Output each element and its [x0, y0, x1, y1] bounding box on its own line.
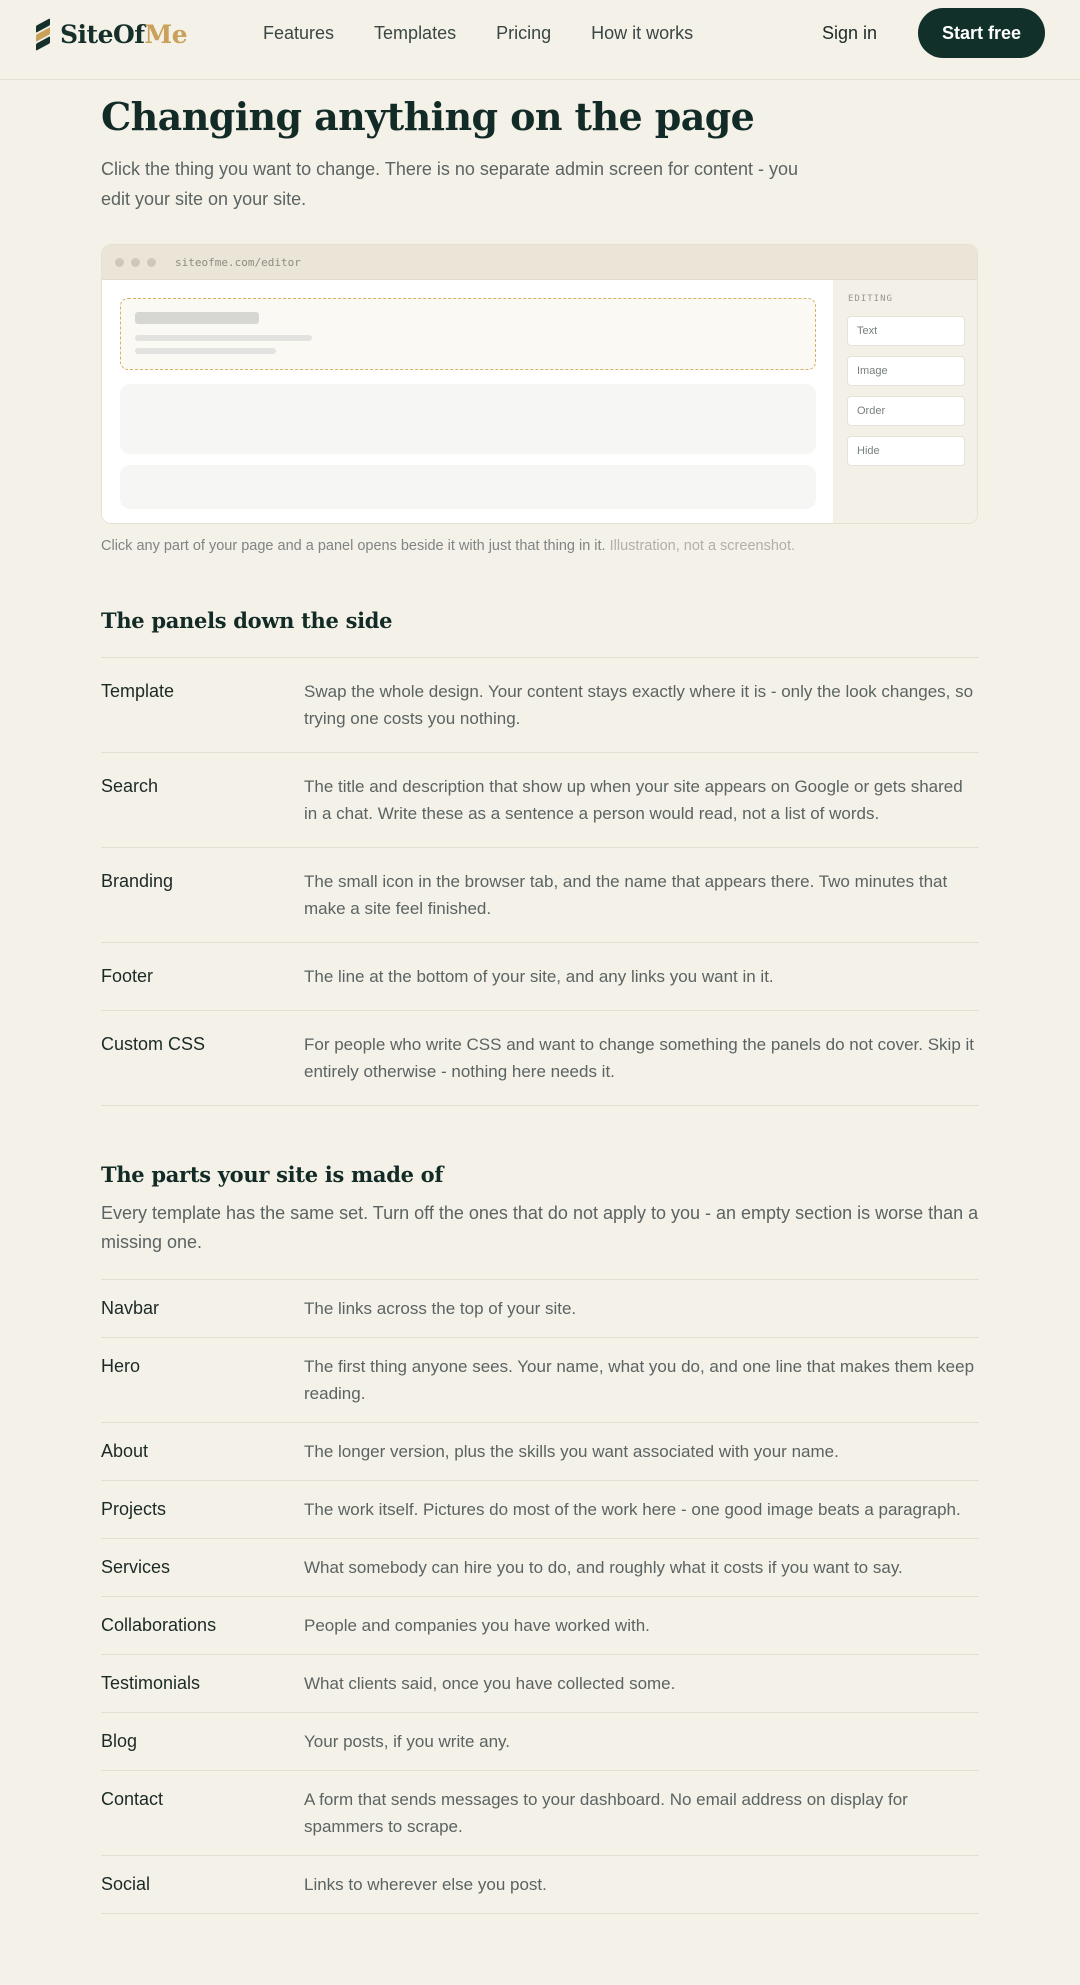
parts-lede: Every template has the same set. Turn off the ones that do not apply to you - an empty section is worse than a missing one.: [101, 1203, 979, 1252]
panel-title: EDITING: [848, 294, 893, 304]
placeholder-heading: [135, 312, 259, 324]
list-item: [101, 1655, 979, 1713]
item-term: Collaborations: [101, 1615, 217, 1635]
mock-browser-bar: [102, 245, 977, 280]
item-term: Blog: [101, 1731, 138, 1751]
panels-list: [101, 657, 979, 1106]
list-item: [101, 1539, 979, 1597]
nav-pricing[interactable]: Pricing: [496, 23, 552, 43]
list-item: [101, 753, 979, 848]
item-term: Social: [101, 1874, 151, 1894]
editor-illustration: [101, 244, 978, 524]
list-item: [101, 848, 979, 943]
item-description: The work itself. Pictures do most of the work here - one good image beats a paragraph.: [304, 1500, 961, 1519]
item-description: A form that sends messages to your dashboard. No email address on display for spammers to scrape.: [304, 1790, 908, 1836]
item-description: The small icon in the browser tab, and the name that appears there. Two minutes that make a site feel finished.: [304, 872, 948, 918]
sign-in-link[interactable]: Sign in: [822, 23, 878, 43]
list-item: [101, 943, 979, 1011]
illustration-caption: Click any part of your page and a panel opens beside it with just that thing in it. Illustration, not a screenshot.: [101, 538, 796, 554]
mock-selected-block: [120, 298, 816, 370]
item-term: Search: [101, 776, 159, 796]
item-term: Contact: [101, 1789, 164, 1809]
item-description: For people who write CSS and want to change something the panels do not cover. Skip it entirely otherwise - nothing here needs it.: [304, 1035, 975, 1081]
list-item: [101, 658, 979, 753]
panel-option-order: Order: [847, 396, 965, 426]
list-item: [101, 1280, 979, 1338]
item-description: The longer version, plus the skills you want associated with your name.: [304, 1442, 839, 1461]
logo-mark-icon: [34, 19, 52, 49]
brand-name: SiteOfMe: [60, 19, 188, 49]
mock-url: siteofme.com/editor: [175, 255, 301, 269]
list-item: [101, 1713, 979, 1771]
window-dot-icon: [147, 258, 156, 267]
item-description: The line at the bottom of your site, and any links you want in it.: [304, 967, 774, 986]
item-description: The first thing anyone sees. Your name, what you do, and one line that makes them keep reading.: [304, 1357, 975, 1403]
item-term: Footer: [101, 966, 154, 986]
nav-how-it-works[interactable]: How it works: [591, 23, 694, 43]
parts-section-title: The parts your site is made of: [101, 1162, 444, 1187]
list-item: [101, 1011, 979, 1106]
window-dot-icon: [115, 258, 124, 267]
item-description: What somebody can hire you to do, and roughly what it costs if you want to say.: [304, 1558, 903, 1577]
parts-list: [101, 1279, 979, 1914]
list-item: [101, 1771, 979, 1856]
panels-section-title: The panels down the side: [101, 608, 393, 633]
item-term: About: [101, 1441, 149, 1461]
list-item: [101, 1423, 979, 1481]
item-term: Projects: [101, 1499, 167, 1519]
placeholder-line: [135, 335, 312, 341]
page-lede: Click the thing you want to change. There is no separate admin screen for content - you edit your site on your site.: [101, 159, 799, 209]
item-description: Swap the whole design. Your content stays exactly where it is - only the look changes, so trying one costs you nothing.: [304, 682, 974, 728]
item-term: Template: [101, 681, 175, 701]
item-term: Branding: [101, 871, 174, 891]
main-nav: [263, 18, 693, 48]
item-description: Links to wherever else you post.: [304, 1875, 547, 1894]
window-dot-icon: [131, 258, 140, 267]
main-content: [101, 80, 979, 1914]
item-description: The title and description that show up when your site appears on Google or gets shared in a chat. Write these as a sentence a person would read, not a list of words.: [304, 777, 963, 823]
item-description: Your posts, if you write any.: [304, 1732, 510, 1751]
panel-option-hide: Hide: [847, 436, 965, 466]
mock-block: [120, 384, 816, 454]
panel-option-image: Image: [847, 356, 965, 386]
item-term: Navbar: [101, 1298, 160, 1318]
item-term: Hero: [101, 1356, 141, 1376]
list-item: [101, 1856, 979, 1914]
item-description: The links across the top of your site.: [304, 1299, 577, 1318]
list-item: [101, 1481, 979, 1539]
nav-features[interactable]: Features: [263, 23, 335, 43]
item-term: Custom CSS: [101, 1034, 206, 1054]
start-free-button[interactable]: Start free: [918, 8, 1045, 58]
mock-editing-panel: [833, 280, 978, 524]
mock-block: [120, 465, 816, 509]
top-navbar: [0, 0, 1080, 80]
item-term: Testimonials: [101, 1673, 201, 1693]
brand-logo[interactable]: [34, 14, 187, 54]
mock-page-canvas: [102, 280, 833, 524]
item-description: People and companies you have worked with.: [304, 1616, 650, 1635]
nav-templates[interactable]: Templates: [374, 23, 457, 43]
list-item: [101, 1338, 979, 1423]
item-description: What clients said, once you have collected some.: [304, 1674, 676, 1693]
caption-note: Illustration, not a screenshot.: [609, 538, 796, 554]
item-term: Services: [101, 1557, 171, 1577]
list-item: [101, 1597, 979, 1655]
panel-option-text: Text: [847, 316, 965, 346]
placeholder-line: [135, 348, 276, 354]
page-title: Changing anything on the page: [101, 94, 755, 139]
